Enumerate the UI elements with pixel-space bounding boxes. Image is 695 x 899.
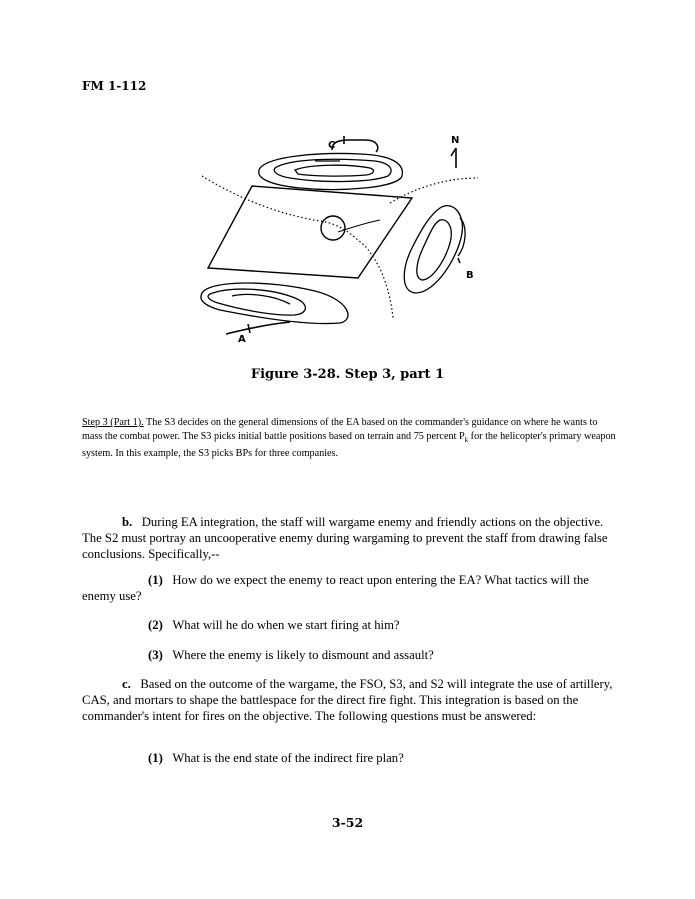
objective-circle bbox=[321, 216, 345, 240]
battle-position-b-terrain bbox=[404, 206, 465, 293]
paragraph-c-label: c. bbox=[122, 677, 131, 691]
question-c1 bbox=[148, 750, 618, 766]
step-note bbox=[82, 416, 617, 461]
bp-a-label: A bbox=[238, 334, 246, 345]
north-label: N bbox=[451, 135, 460, 146]
bp-b-label: B bbox=[466, 270, 474, 281]
question-b1-num: (1) bbox=[148, 573, 163, 587]
battle-position-b-marker bbox=[458, 258, 460, 263]
manual-id: FM 1-112 bbox=[82, 79, 147, 93]
question-b1-text: How do we expect the enemy to react upon entering the EA? What tactics will the enemy use? bbox=[82, 573, 589, 604]
paragraph-b bbox=[82, 514, 617, 563]
step-note-text-end: for the helicopter's primary weapon system. In this example, the S3 picks BPs for three companies. bbox=[82, 430, 616, 460]
question-b1 bbox=[82, 572, 617, 604]
question-b3 bbox=[148, 647, 618, 663]
question-c1-text: What is the end state of the indirect fire plan? bbox=[172, 751, 404, 765]
step-note-text: The S3 decides on the general dimensions of the EA based on the commander's guidance on where he wants to mass the combat power. The S3 picks initial battle positions based on terrain and 75 percent P bbox=[82, 417, 598, 442]
paragraph-c bbox=[82, 676, 617, 725]
question-b3-text: Where the enemy is likely to dismount and assault? bbox=[172, 648, 434, 662]
engagement-area-box bbox=[208, 186, 412, 278]
question-b3-num: (3) bbox=[148, 648, 163, 662]
battle-position-c-marker bbox=[332, 136, 378, 152]
step-note-subscript: k bbox=[464, 435, 469, 444]
avenue-of-approach-dotted bbox=[202, 176, 393, 318]
figure-caption: Figure 3-28. Step 3, part 1 bbox=[250, 367, 445, 382]
battle-position-c-terrain bbox=[259, 154, 403, 190]
question-b2-text: What will he do when we start firing at him? bbox=[172, 618, 400, 632]
question-b2-num: (2) bbox=[148, 618, 163, 632]
engagement-area-diagram bbox=[190, 128, 490, 348]
question-c1-num: (1) bbox=[148, 751, 163, 765]
bp-c-label: C bbox=[328, 140, 336, 151]
battle-position-a-terrain bbox=[201, 283, 348, 324]
question-b2 bbox=[148, 617, 618, 633]
page-number: 3-52 bbox=[331, 815, 364, 830]
north-arrow-icon bbox=[451, 148, 456, 168]
avenue-of-approach-dotted-east bbox=[390, 178, 478, 203]
paragraph-b-text: During EA integration, the staff will wargame enemy and friendly actions on the objective. The S2 must portray an uncooperative enemy during wargaming to prevent the staff from drawing false conclusions. Specifically,-- bbox=[82, 515, 608, 562]
figure-engagement-area-sketch bbox=[190, 128, 490, 348]
paragraph-c-text: Based on the outcome of the wargame, the FSO, S3, and S2 will integrate the use of artillery, CAS, and mortars to shape the battlespace for the direct fire fight. This integration is based on the commander's intent for fires on the objective. The following questions must be answered: bbox=[82, 677, 613, 724]
paragraph-b-label: b. bbox=[122, 515, 133, 529]
step-note-title: Step 3 (Part 1). bbox=[82, 417, 144, 428]
battle-position-a-marker bbox=[226, 322, 290, 334]
